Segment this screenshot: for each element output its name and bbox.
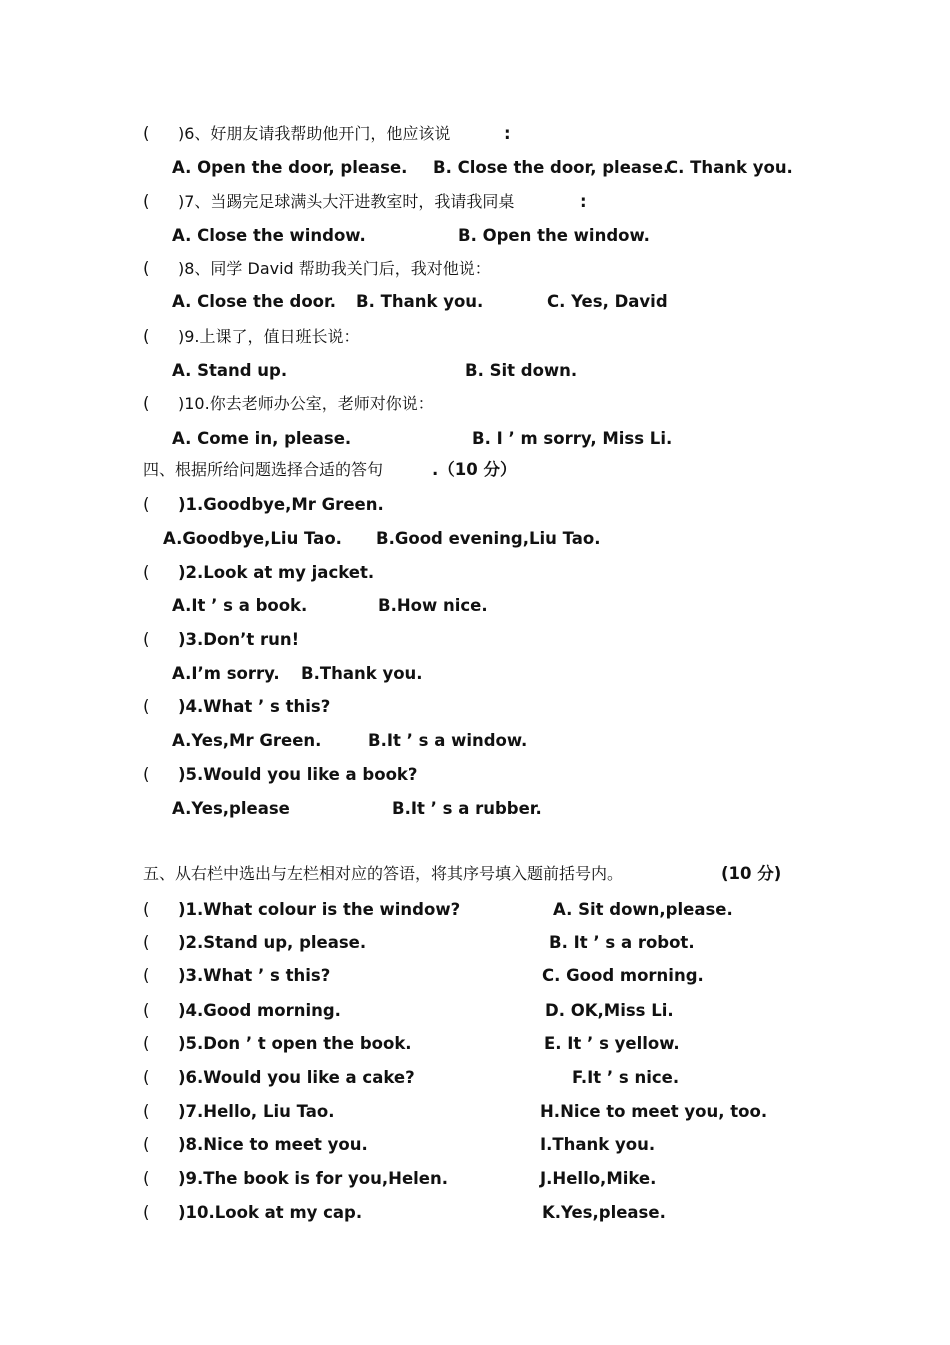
left-column-item: )8.Nice to meet you. [178,1135,368,1154]
option-a: A.Yes,please [172,799,290,818]
question-text: )6、好朋友请我帮助他开门，他应该说 [178,124,451,143]
right-column-item: J.Hello,Mike. [540,1169,657,1188]
option-b: B. Thank you. [356,292,484,311]
right-column-item: D. OK,Miss Li. [545,1001,674,1020]
option-a: A.Yes,Mr Green. [172,731,322,750]
answer-bracket: ( [143,394,150,413]
option-a: A.Goodbye,Liu Tao. [163,529,342,548]
options-row [0,287,950,317]
answer-bracket: ( [143,124,150,143]
section-4-score: .（10 分） [432,460,517,479]
option-b: B.It ’ s a window. [368,731,528,750]
question-text: )9.上课了，值日班长说： [178,327,360,346]
answer-bracket: ( [143,1135,150,1154]
right-column-item: F.It ’ s nice. [572,1068,680,1087]
option-b: B. I ’ m sorry, Miss Li. [472,429,673,448]
match-row [0,895,950,925]
question-text: )2.Look at my jacket. [178,563,375,582]
match-row [0,996,950,1026]
question-row [0,389,950,419]
options-row [0,524,950,554]
option-b: B. Open the window. [458,226,650,245]
answer-bracket: ( [143,563,150,582]
option-b: B.It ’ s a rubber. [392,799,542,818]
question-row [0,119,950,149]
question-text: )10.你去老师办公室，老师对你说： [178,394,434,413]
option-a: A. Stand up. [172,361,288,380]
right-column-item: C. Good morning. [542,966,704,985]
option-a: A. Come in, please. [172,429,352,448]
match-row [0,1097,950,1127]
option-c: C. Thank you. [666,158,793,177]
section-heading [0,859,950,889]
left-column-item: )7.Hello, Liu Tao. [178,1102,335,1121]
options-row [0,424,950,454]
right-column-item: A. Sit down,please. [553,900,733,919]
answer-bracket: ( [143,1034,150,1053]
match-row [0,1130,950,1160]
section-4-title: 四、根据所给问题选择合适的答句 [143,460,384,479]
answer-bracket: ( [143,1102,150,1121]
question-colon: : [504,124,511,143]
option-b: B. Sit down. [465,361,578,380]
match-row [0,1029,950,1059]
question-row [0,760,950,790]
options-row [0,726,950,756]
option-b: B.Thank you. [301,664,423,683]
option-b: B.Good evening,Liu Tao. [376,529,601,548]
question-row [0,254,950,284]
left-column-item: )9.The book is for you,Helen. [178,1169,449,1188]
left-column-item: )1.What colour is the window? [178,900,461,919]
answer-bracket: ( [143,765,150,784]
answer-bracket: ( [143,1203,150,1222]
option-a: A. Close the door. [172,292,337,311]
section-heading [0,455,950,485]
option-a: A. Open the door, please. [172,158,408,177]
answer-bracket: ( [143,495,150,514]
right-column-item: B. It ’ s a robot. [549,933,695,952]
answer-bracket: ( [143,966,150,985]
match-row [0,928,950,958]
question-row [0,322,950,352]
question-text: )4.What ’ s this? [178,697,331,716]
left-column-item: )2.Stand up, please. [178,933,367,952]
question-colon: : [580,192,587,211]
answer-bracket: ( [143,1169,150,1188]
right-column-item: K.Yes,please. [542,1203,666,1222]
left-column-item: )4.Good morning. [178,1001,341,1020]
option-b: B. Close the door, please. [433,158,670,177]
question-row [0,490,950,520]
option-b: B.How nice. [378,596,488,615]
left-column-item: )10.Look at my cap. [178,1203,363,1222]
question-row [0,187,950,217]
question-row [0,692,950,722]
question-text: )1.Goodbye,Mr Green. [178,495,384,514]
options-row [0,221,950,251]
question-row [0,625,950,655]
section-5-score: (10 分) [721,864,782,883]
right-column-item: I.Thank you. [540,1135,656,1154]
answer-bracket: ( [143,900,150,919]
section-5-title: 五、从右栏中选出与左栏相对应的答语，将其序号填入题前括号内。 [143,864,624,883]
left-column-item: )5.Don ’ t open the book. [178,1034,412,1053]
right-column-item: H.Nice to meet you, too. [540,1102,768,1121]
answer-bracket: ( [143,327,150,346]
options-row [0,794,950,824]
answer-bracket: ( [143,1001,150,1020]
options-row [0,659,950,689]
question-text: )3.Don’t run! [178,630,300,649]
answer-bracket: ( [143,630,150,649]
answer-bracket: ( [143,1068,150,1087]
left-column-item: )3.What ’ s this? [178,966,331,985]
match-row [0,961,950,991]
question-text: )7、当踢完足球满头大汗进教室时，我请我同桌 [178,192,515,211]
answer-bracket: ( [143,259,150,278]
option-c: C. Yes, David [547,292,668,311]
options-row [0,591,950,621]
option-a: A.I’m sorry. [172,664,280,683]
question-row [0,558,950,588]
question-text: )5.Would you like a book? [178,765,418,784]
options-row [0,153,950,183]
options-row [0,356,950,386]
answer-bracket: ( [143,697,150,716]
option-a: A.It ’ s a book. [172,596,308,615]
match-row [0,1164,950,1194]
answer-bracket: ( [143,933,150,952]
right-column-item: E. It ’ s yellow. [544,1034,680,1053]
match-row [0,1063,950,1093]
question-text: )8、同学 David 帮助我关门后，我对他说： [178,259,491,278]
answer-bracket: ( [143,192,150,211]
left-column-item: )6.Would you like a cake? [178,1068,415,1087]
match-row [0,1198,950,1228]
option-a: A. Close the window. [172,226,366,245]
